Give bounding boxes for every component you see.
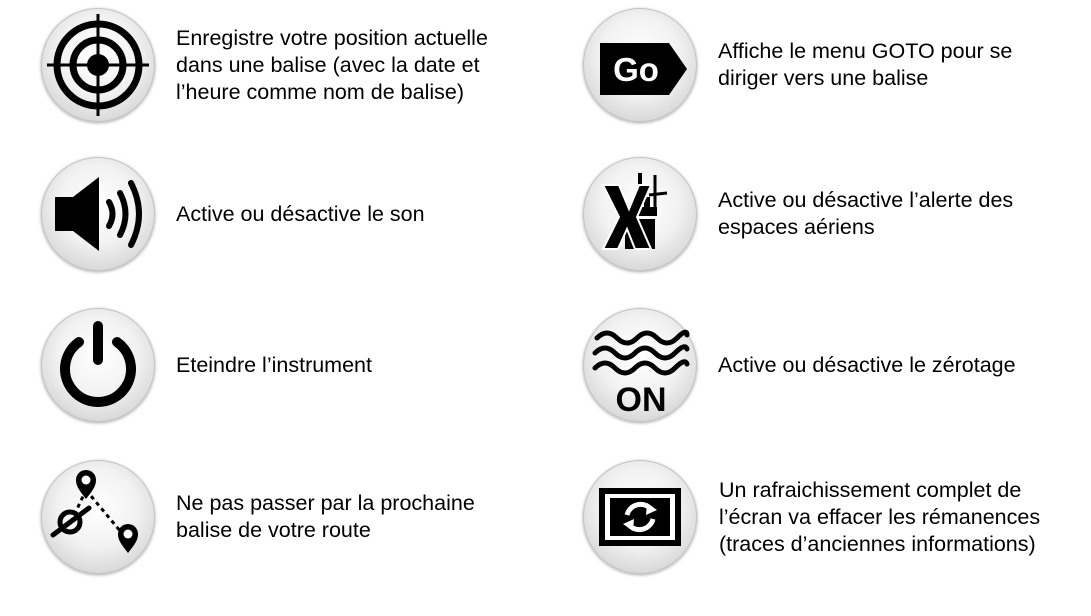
airspace-alert-button[interactable] — [583, 157, 697, 271]
power-icon — [41, 308, 155, 422]
power-off-row — [41, 308, 372, 422]
screen-refresh-description: Un rafraichissement complet de l’écran va effacer les rémanences (traces d’anciennes informations) — [719, 477, 1041, 556]
sound-toggle-row — [41, 157, 425, 271]
target-icon — [41, 8, 155, 122]
save-position-button[interactable] — [41, 8, 155, 122]
save-position-description: Enregistre votre position actuelle dans une balise (avec la date et l’heure comme nom de balise) — [176, 25, 488, 104]
goto-row — [583, 8, 1012, 122]
zero-sound-icon-text: ON — [615, 381, 667, 419]
zero-sound-icon — [583, 308, 697, 422]
refresh-icon — [583, 460, 697, 574]
goto-icon — [583, 8, 697, 122]
zero-sound-description: Active ou désactive le zérotage — [718, 352, 1016, 377]
goto-button[interactable] — [583, 8, 697, 122]
airspace-alert-description: Active ou désactive l’alerte des espaces aériens — [718, 188, 1014, 239]
power-off-description: Eteindre l’instrument — [176, 352, 372, 377]
goto-icon-text: Go — [613, 51, 659, 88]
airspace-alert-icon — [583, 157, 697, 271]
screen-refresh-button[interactable] — [583, 460, 697, 574]
sound-toggle-description: Active ou désactive le son — [176, 201, 425, 226]
skip-waypoint-icon — [41, 460, 155, 574]
sound-toggle-button[interactable] — [41, 157, 155, 271]
airspace-alert-row — [583, 157, 1013, 271]
power-off-button[interactable] — [41, 308, 155, 422]
screen-refresh-row — [583, 460, 1040, 574]
waypoint-save-row — [41, 8, 488, 122]
goto-description: Affiche le menu GOTO pour se diriger vers une balise — [718, 39, 1013, 90]
skip-waypoint-button[interactable] — [41, 460, 155, 574]
zero-sound-row — [583, 308, 1016, 422]
zero-sound-button[interactable] — [583, 308, 697, 422]
skip-waypoint-row — [41, 460, 475, 574]
speaker-icon — [41, 157, 155, 271]
skip-waypoint-description: Ne pas passer par la prochaine balise de votre route — [176, 491, 475, 542]
